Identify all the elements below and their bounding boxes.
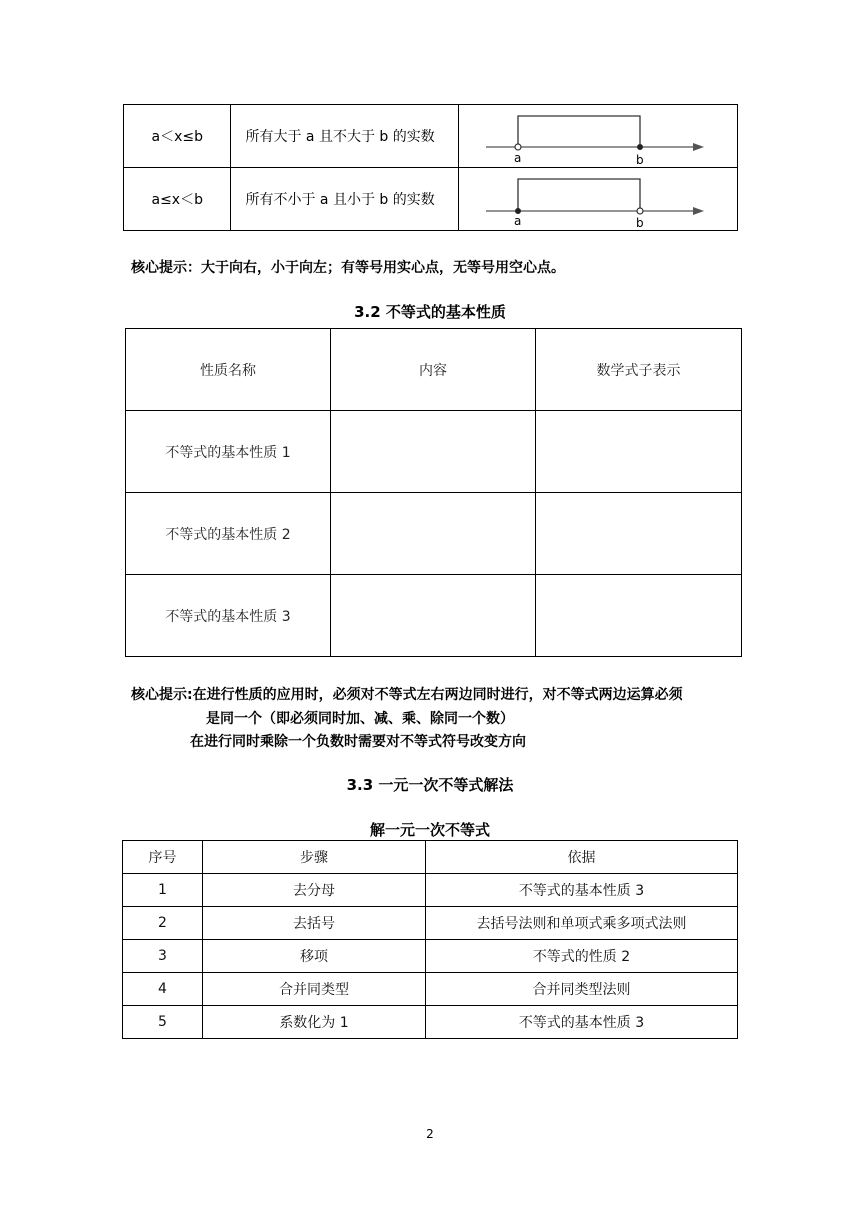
table-header-row: [126, 329, 742, 411]
table-row: [123, 973, 738, 1006]
property-content: [331, 493, 536, 575]
step-number: 3: [123, 940, 203, 973]
point-label-a: a: [514, 151, 522, 164]
step-name: 移项: [203, 940, 426, 973]
property-content: [331, 411, 536, 493]
step-number: 5: [123, 1006, 203, 1039]
table-row: [123, 907, 738, 940]
number-line-diagram: [486, 171, 710, 227]
core-tip-2-line-1: 核心提示:在进行性质的应用时，必须对不等式左右两边同时进行，对不等式两边运算必须: [131, 687, 683, 703]
point-label-b: b: [636, 153, 644, 164]
header-cell: 性质名称: [126, 329, 331, 411]
interval-meaning: 所有不小于 a 且小于 b 的实数: [231, 168, 459, 231]
step-basis: 不等式的基本性质 3: [426, 874, 738, 907]
step-number: 4: [123, 973, 203, 1006]
table-row: [123, 874, 738, 907]
open-point-a: [515, 144, 521, 150]
property-name: 不等式的基本性质 2: [126, 493, 331, 575]
step-basis: 不等式的基本性质 3: [426, 1006, 738, 1039]
section-title-3-2: 3.2 不等式的基本性质: [354, 303, 506, 321]
property-name: 不等式的基本性质 1: [126, 411, 331, 493]
point-label-b: b: [636, 216, 644, 227]
table-row: [124, 105, 738, 168]
table-header-row: [123, 841, 738, 874]
core-tip-2-line-2: 是同一个（即必须同时加、减、乘、除同一个数）: [206, 711, 514, 727]
number-line-cell: [459, 105, 738, 168]
number-line-cell: [459, 168, 738, 231]
step-basis: 去括号法则和单项式乘多项式法则: [426, 907, 738, 940]
number-line-diagram: [486, 108, 710, 164]
property-formula: [536, 493, 742, 575]
step-name: 去分母: [203, 874, 426, 907]
header-cell: 步骤: [203, 841, 426, 874]
interval-bracket: [518, 116, 640, 147]
step-basis: 合并同类型法则: [426, 973, 738, 1006]
interval-meaning: 所有大于 a 且不大于 b 的实数: [231, 105, 459, 168]
interval-bracket: [518, 179, 640, 211]
table-row: [123, 1006, 738, 1039]
interval-table: [123, 104, 738, 231]
step-name: 去括号: [203, 907, 426, 940]
step-number: 2: [123, 907, 203, 940]
table-row: [124, 168, 738, 231]
steps-table: [122, 840, 738, 1039]
open-point-b: [637, 208, 643, 214]
core-tip-1: 核心提示：大于向右，小于向左；有等号用实心点，无等号用空心点。: [131, 260, 565, 276]
table-row: [126, 411, 742, 493]
property-name: 不等式的基本性质 3: [126, 575, 331, 657]
closed-point-b: [637, 144, 643, 150]
property-formula: [536, 575, 742, 657]
step-name: 系数化为 1: [203, 1006, 426, 1039]
step-name: 合并同类型: [203, 973, 426, 1006]
core-tip-2-line-3: 在进行同时乘除一个负数时需要对不等式符号改变方向: [190, 734, 526, 750]
step-basis: 不等式的性质 2: [426, 940, 738, 973]
page-number: 2: [426, 1127, 434, 1141]
property-formula: [536, 411, 742, 493]
interval-notation: a≤x＜b: [124, 168, 231, 231]
header-cell: 依据: [426, 841, 738, 874]
section-title-3-3: 3.3 一元一次不等式解法: [346, 776, 514, 794]
table-caption: 解一元一次不等式: [369, 821, 490, 839]
property-content: [331, 575, 536, 657]
point-label-a: a: [514, 214, 522, 227]
arrow-head: [693, 207, 704, 215]
properties-table: [125, 328, 742, 657]
table-row: [126, 493, 742, 575]
interval-notation: a＜x≤b: [124, 105, 231, 168]
header-cell: 内容: [331, 329, 536, 411]
table-row: [126, 575, 742, 657]
header-cell: 数学式子表示: [536, 329, 742, 411]
table-row: [123, 940, 738, 973]
arrow-head: [693, 143, 704, 151]
step-number: 1: [123, 874, 203, 907]
header-cell: 序号: [123, 841, 203, 874]
